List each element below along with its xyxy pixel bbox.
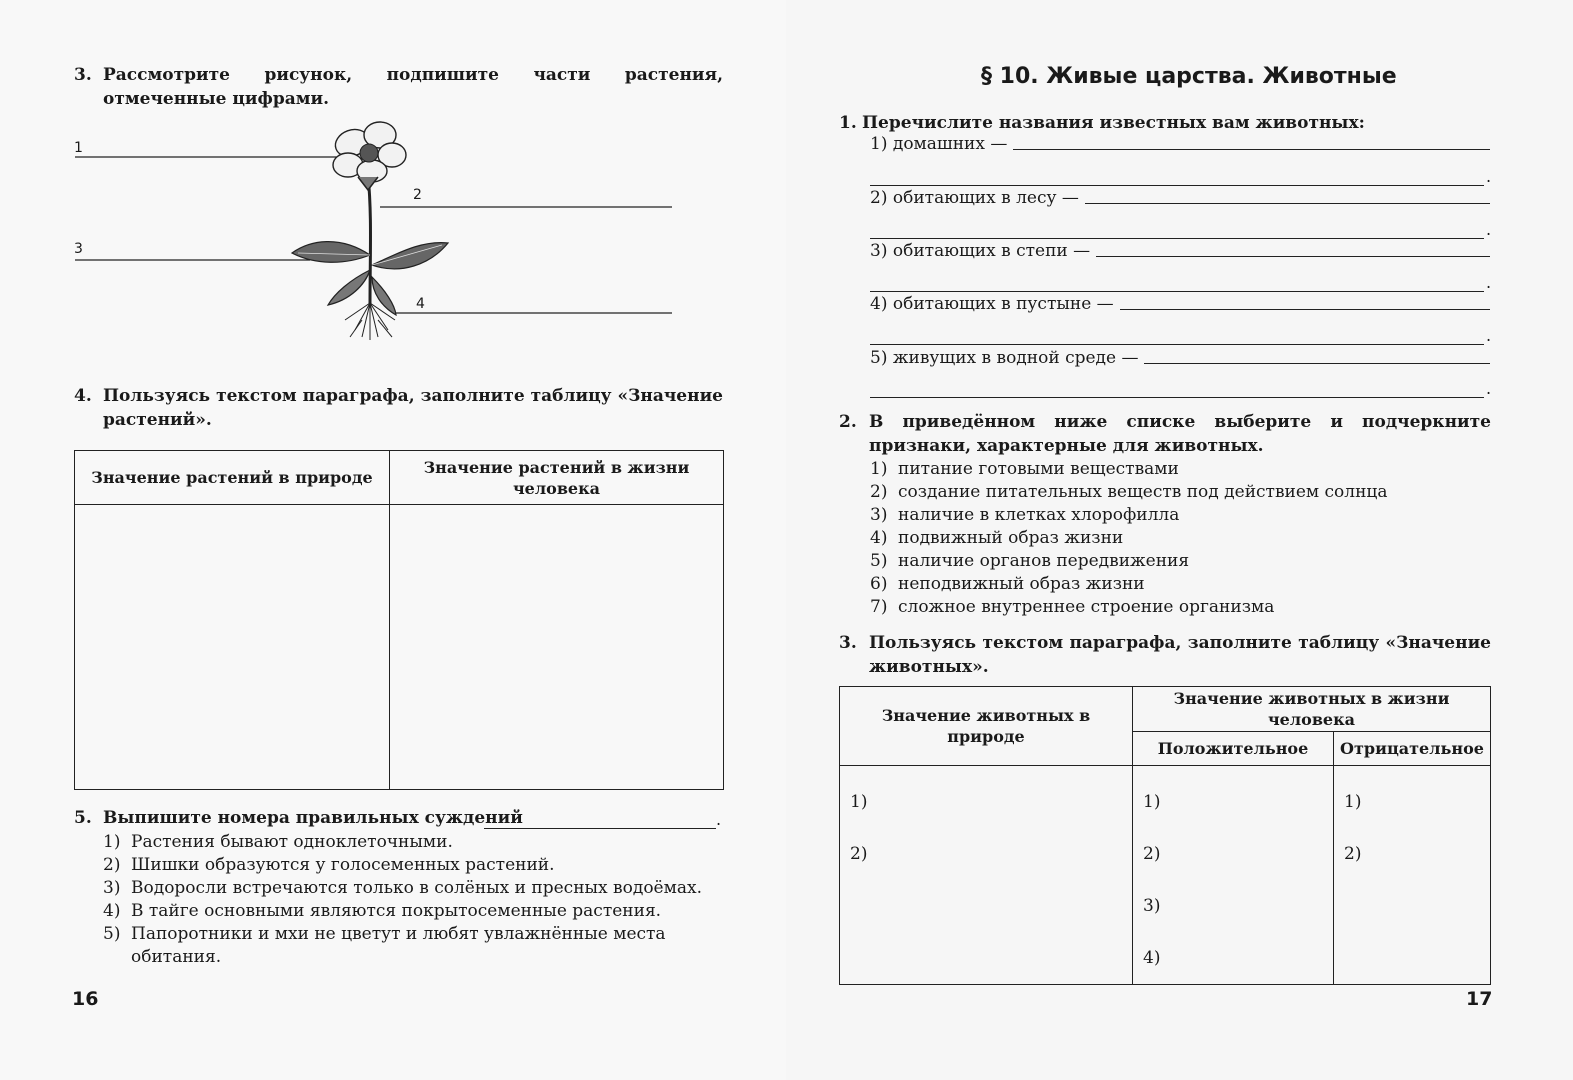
list-item[interactable]: 2) создание питательных веществ под действием солнца: [870, 482, 1388, 502]
answer-line[interactable]: [870, 397, 1484, 398]
list-item: 4) В тайге основными являются покрытосеменные растения.: [103, 901, 662, 921]
plants-value-table: [74, 450, 724, 790]
q4-text: Пользуясь текстом параграфа, заполните таблицу «Значение растений».: [103, 386, 723, 430]
table-cell-nature[interactable]: [75, 505, 390, 790]
q5-text: Выпишите номера правильных суждений: [103, 808, 523, 828]
answer-line[interactable]: [1096, 255, 1490, 257]
plant-label-3: 3: [74, 241, 83, 257]
list-item: 2) Шишки образуются у голосеменных растений.: [103, 855, 555, 875]
table-cell-nature[interactable]: 1) 2): [840, 766, 1133, 985]
list-item[interactable]: 4) подвижный образ жизни: [870, 528, 1124, 548]
list-item[interactable]: 3) наличие в клетках хлорофилла: [870, 505, 1180, 525]
table-header-negative: Отрицательное: [1334, 732, 1491, 766]
answer-line[interactable]: [870, 238, 1484, 239]
q2-number: 2.: [839, 412, 857, 432]
q1-row-5: 5) живущих в водной среде —: [870, 348, 1490, 368]
q1-row-3: 3) обитающих в степи —: [870, 241, 1490, 261]
answer-line[interactable]: [1120, 308, 1490, 310]
q3-text: Рассмотрите рисунок, подпишите части растения, отмеченные цифрами.: [103, 65, 723, 109]
q3-text-right: Пользуясь текстом параграфа, заполните таблицу «Значение животных».: [869, 633, 1491, 677]
plant-label-2: 2: [413, 187, 422, 203]
table-cell-negative[interactable]: 1) 2): [1334, 766, 1491, 985]
answer-line[interactable]: [870, 291, 1484, 292]
q1-row-4: 4) обитающих в пустыне —: [870, 294, 1490, 314]
list-item[interactable]: 5) наличие органов передвижения: [870, 551, 1190, 571]
q3-number-right: 3.: [839, 633, 857, 653]
q1-number: 1.: [839, 113, 857, 133]
section-title: § 10. Живые царства. Животные: [981, 64, 1397, 89]
q2-list: [870, 458, 1490, 619]
q3-number: 3.: [74, 65, 92, 85]
right-page: § 10. Живые царства. Животные 1. Перечислите названия известных вам животных: 1) домашних — . 2) обитающих в лесу — . 3) обитающих в степи — . 4) обитающих в пустыне — . 5) живущих в водной среде — . 2. В приведённом ниже списке выберите и подчеркните признаки, характерные для животных. 1) питание готовыми веществами 2) создание питательных веществ под действием солнца 3) наличие в клетках хлорофилла 4) подвижный образ жизни 5) наличие органов передвижения 6) неподвижный образ жизни 7) сложное внутреннее строение организма 3. Пользуясь текстом параграфа, заполните таблицу «Значение животных». Значение животных в природе Значение животных в жизни человека Положительное Отрицательное 1) 2) 1) 2) 3) 4) 1) 2) 17: [786, 0, 1573, 1080]
plant-label-1: 1: [74, 140, 83, 156]
list-item[interactable]: 6) неподвижный образ жизни: [870, 574, 1145, 594]
page-number-right: 17: [1466, 988, 1493, 1010]
list-item: 1) Растения бывают одноклеточными.: [103, 832, 453, 852]
plant-illustration: [70, 115, 680, 345]
q2-text: В приведённом ниже списке выберите и подчеркните признаки, характерные для животных.: [869, 412, 1491, 456]
list-item[interactable]: 1) питание готовыми веществами: [870, 459, 1179, 479]
answer-line[interactable]: [1085, 202, 1490, 204]
table-header-human: Значение животных в жизни человека: [1133, 687, 1491, 732]
table-header-nature: Значение животных в природе: [840, 687, 1133, 766]
animals-value-table: [839, 686, 1491, 985]
left-page: 3. Рассмотрите рисунок, подпишите части растения, отмеченные цифрами. 1 2 3 4 4. Пользуясь текстом параграфа, заполните таблицу «Значение растений». Значение растений в природе Значение растений в жизни человека 5. Выпишите номера правильных суждений . 1) Растения бывают одноклеточными. 2) Шишки образуются у голосеменных растений. 3) Водоросли встречаются только в солёных и пресных водоёмах. 4) В тайге основными являются покрытосеменные растения. 5) Папоротники и мхи не цветут и любят увлажнённые места обитания. 16: [0, 0, 786, 1080]
q4-number: 4.: [74, 386, 92, 406]
q1-text: Перечислите названия известных вам животных:: [862, 113, 1365, 133]
table-header-nature: Значение растений в природе: [75, 451, 390, 505]
answer-line[interactable]: [1144, 362, 1490, 364]
table-header-human: Значение растений в жизни человека: [390, 451, 724, 505]
list-item: 5) Папоротники и мхи не цветут и любят увлажнённые места обитания.: [103, 924, 666, 967]
table-header-positive: Положительное: [1133, 732, 1334, 766]
answer-line[interactable]: [1013, 148, 1490, 150]
table-cell-human[interactable]: [390, 505, 724, 790]
q5-answer-line[interactable]: [484, 828, 716, 829]
table-cell-positive[interactable]: 1) 2) 3) 4): [1133, 766, 1334, 985]
page-number-left: 16: [72, 988, 99, 1010]
q5-number: 5.: [74, 808, 92, 828]
q5-list: [103, 831, 723, 969]
q1-row-1: 1) домашних —: [870, 134, 1490, 154]
list-item: 3) Водоросли встречаются только в солёных и пресных водоёмах.: [103, 878, 702, 898]
answer-line[interactable]: [870, 185, 1484, 186]
list-item[interactable]: 7) сложное внутреннее строение организма: [870, 597, 1275, 617]
q1-row-2: 2) обитающих в лесу —: [870, 188, 1490, 208]
plant-label-4: 4: [416, 296, 425, 312]
answer-line[interactable]: [870, 344, 1484, 345]
